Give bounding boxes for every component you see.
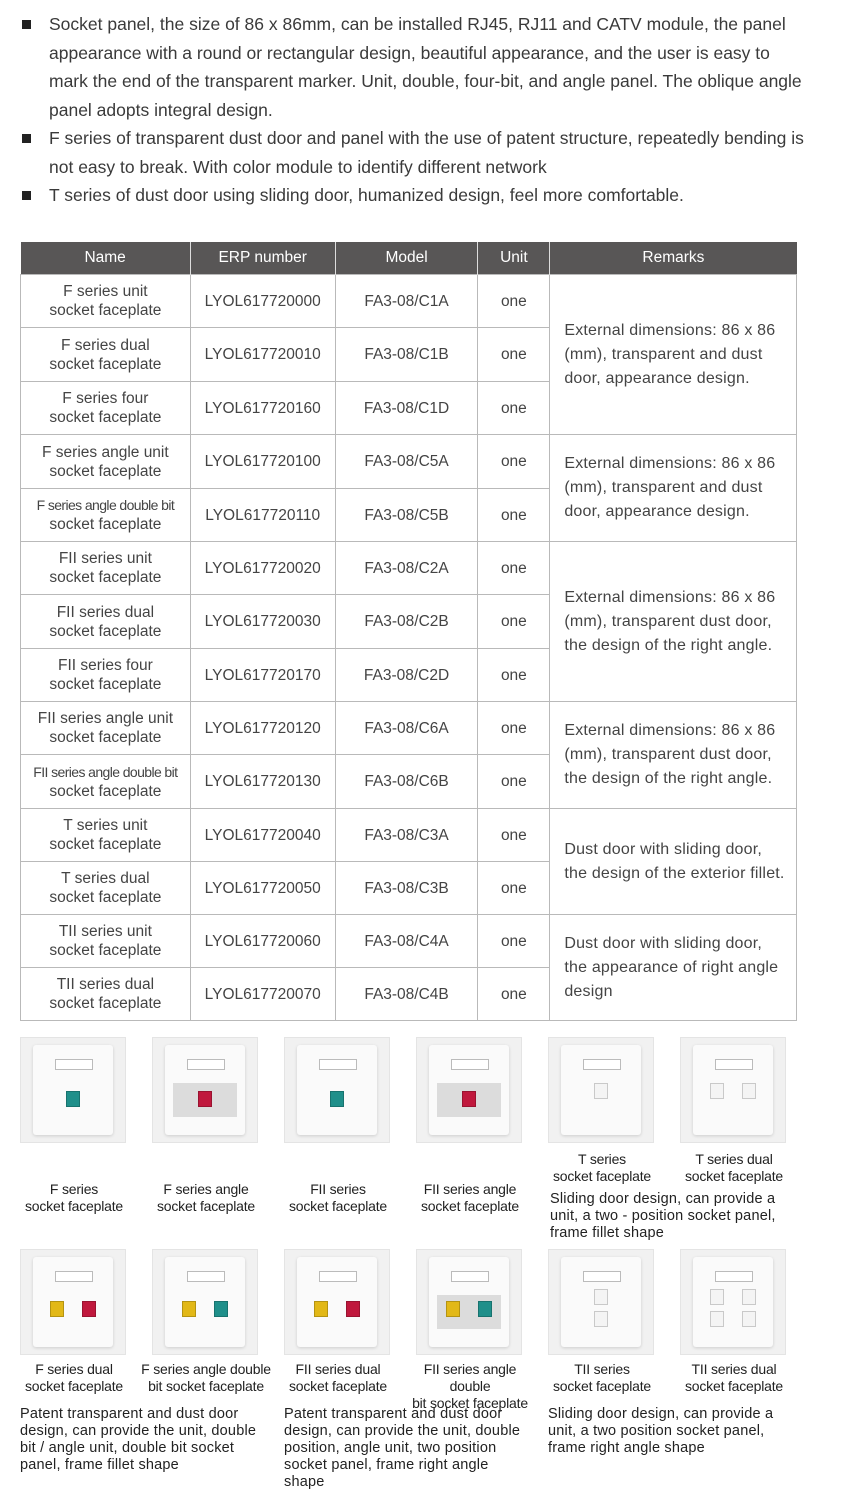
- caption-line-1: FII series: [310, 1181, 366, 1197]
- cell-model: FA3-08/C5B: [335, 489, 478, 542]
- caption-line-2: bit socket faceplate: [148, 1378, 264, 1394]
- label-window: [583, 1271, 621, 1282]
- cell-unit: one: [478, 862, 550, 915]
- table-row: [21, 915, 797, 968]
- cell-unit: one: [478, 755, 550, 809]
- dust-door-icon: [742, 1289, 756, 1305]
- label-window: [319, 1059, 357, 1070]
- name-line-2: socket faceplate: [49, 409, 162, 426]
- socket-module-icon: [462, 1091, 476, 1107]
- faceplate-caption: [8, 1361, 140, 1395]
- label-window: [319, 1271, 357, 1282]
- label-window: [451, 1271, 489, 1282]
- faceplate-image: [284, 1249, 390, 1355]
- cell-model: FA3-08/C3A: [335, 809, 478, 862]
- cell-remarks: External dimensions: 86 x 86 (mm), transparent and dust door, appearance design.: [550, 275, 797, 435]
- faceplate-image: [20, 1037, 126, 1143]
- cell-erp: LYOL617720110: [190, 489, 335, 542]
- bullet-square-icon: [22, 20, 31, 29]
- faceplate-panel: [297, 1257, 377, 1347]
- spec-table: [20, 242, 797, 1021]
- faceplate-caption: [144, 1181, 268, 1215]
- name-line-2: socket faceplate: [49, 889, 162, 906]
- caption-line-2: socket faceplate: [553, 1378, 651, 1394]
- label-window: [451, 1059, 489, 1070]
- cell-name: [21, 809, 191, 862]
- header-erp: ERP number: [190, 242, 335, 275]
- name-line-2: socket faceplate: [49, 462, 162, 480]
- f-series-description: Patent transparent and dust door design, can provide the unit, double bit / angle unit, double bit socket panel, frame fillet shape: [20, 1406, 257, 1473]
- faceplate-panel: [165, 1257, 245, 1347]
- caption-line-2: socket faceplate: [289, 1378, 387, 1394]
- name-line-2: socket faceplate: [49, 995, 162, 1012]
- label-window: [187, 1059, 225, 1070]
- name-line-2: socket faceplate: [49, 622, 162, 640]
- faceplate-panel: [33, 1257, 113, 1347]
- cell-model: FA3-08/C4A: [335, 915, 478, 968]
- cell-name: [21, 755, 191, 809]
- faceplate-image: [416, 1037, 522, 1143]
- t-series-description: Sliding door design, can provide a unit, a two - position socket panel, frame fillet shape: [550, 1191, 776, 1241]
- socket-module-icon: [82, 1301, 96, 1317]
- name-line-1: T series dual: [61, 870, 150, 887]
- cell-unit: one: [478, 489, 550, 542]
- label-window: [55, 1271, 93, 1282]
- cell-erp: LYOL617720060: [190, 915, 335, 968]
- caption-line-2: socket faceplate: [685, 1168, 783, 1184]
- caption-line-2: socket faceplate: [421, 1198, 519, 1214]
- cell-model: FA3-08/C1A: [335, 275, 478, 328]
- table-row: [21, 435, 797, 489]
- cell-erp: LYOL617720120: [190, 702, 335, 755]
- table-row: [21, 542, 797, 595]
- name-line-2: socket faceplate: [49, 782, 162, 800]
- name-line-2: socket faceplate: [49, 302, 162, 319]
- bullet-item: [20, 124, 810, 181]
- cell-unit: one: [478, 649, 550, 702]
- header-remarks: Remarks: [550, 242, 797, 275]
- label-window: [55, 1059, 93, 1070]
- caption-line-1: F series angle double: [141, 1361, 271, 1377]
- socket-module-icon: [330, 1091, 344, 1107]
- faceplate-image: [416, 1249, 522, 1355]
- name-line-2: socket faceplate: [49, 942, 162, 959]
- name-line-1: F series angle double bit: [36, 497, 175, 513]
- faceplate-caption: [12, 1181, 136, 1215]
- cell-name: [21, 328, 191, 382]
- cell-unit: one: [478, 809, 550, 862]
- name-line-2: socket faceplate: [49, 676, 162, 693]
- cell-model: FA3-08/C4B: [335, 968, 478, 1021]
- cell-model: FA3-08/C1D: [335, 382, 478, 435]
- cell-name: [21, 542, 191, 595]
- socket-module-icon: [446, 1301, 460, 1317]
- faceplate-panel: [693, 1045, 773, 1135]
- caption-line-2: socket faceplate: [25, 1378, 123, 1394]
- name-line-1: FII series dual: [56, 603, 155, 621]
- caption-line-2: socket faceplate: [289, 1198, 387, 1214]
- dust-door-icon: [710, 1289, 724, 1305]
- caption-line-1: FII series angle: [423, 1181, 517, 1197]
- cell-name: [21, 649, 191, 702]
- faceplate-image: [680, 1249, 786, 1355]
- faceplate-caption: [276, 1181, 400, 1215]
- faceplate-caption: [536, 1361, 668, 1395]
- dust-door-icon: [710, 1083, 724, 1099]
- caption-line-1: FII series angle double: [423, 1361, 517, 1394]
- caption-line-2: socket faceplate: [685, 1378, 783, 1394]
- faceplate-image: [284, 1037, 390, 1143]
- name-line-1: FII series angle unit: [37, 710, 173, 727]
- name-line-1: F series dual: [61, 336, 150, 354]
- socket-module-icon: [66, 1091, 80, 1107]
- cell-model: FA3-08/C6B: [335, 755, 478, 809]
- name-line-2: socket faceplate: [49, 355, 162, 373]
- header-unit: Unit: [478, 242, 550, 275]
- cell-erp: LYOL617720130: [190, 755, 335, 809]
- caption-line-1: FII series dual: [295, 1361, 381, 1377]
- cell-erp: LYOL617720010: [190, 328, 335, 382]
- faceplate-image: [548, 1037, 654, 1143]
- cell-unit: one: [478, 328, 550, 382]
- table-row: [21, 275, 797, 328]
- bullet-text: Socket panel, the size of 86 x 86mm, can be installed RJ45, RJ11 and CATV module, the panel appearance with a round or rectangular design, beautiful appearance, and the user is easy to mark the end of the transparent marker. Unit, double, four-bit, and angle panel. The oblique angle panel adopts integral design.: [49, 14, 802, 120]
- cell-erp: LYOL617720030: [190, 595, 335, 649]
- name-line-1: FII series angle double bit: [33, 763, 178, 780]
- faceplate-caption: [140, 1361, 272, 1395]
- label-window: [715, 1271, 753, 1282]
- faceplate-panel: [429, 1257, 509, 1347]
- header-model: Model: [335, 242, 478, 275]
- caption-line-2: socket faceplate: [157, 1198, 255, 1214]
- caption-line-1: F series dual: [35, 1361, 113, 1377]
- faceplate-panel: [165, 1045, 245, 1135]
- name-line-2: socket faceplate: [49, 836, 162, 853]
- faceplate-caption: [404, 1361, 536, 1412]
- faceplate-panel: [561, 1045, 641, 1135]
- bullet-square-icon: [22, 134, 31, 143]
- socket-module-icon: [478, 1301, 492, 1317]
- name-line-2: socket faceplate: [49, 569, 162, 586]
- socket-module-icon: [214, 1301, 228, 1317]
- table-header-row: [21, 242, 797, 275]
- cell-unit: one: [478, 275, 550, 328]
- header-name: Name: [21, 242, 191, 275]
- faceplate-caption: [668, 1361, 800, 1395]
- cell-erp: LYOL617720020: [190, 542, 335, 595]
- name-line-1: F series four: [62, 390, 149, 407]
- cell-erp: LYOL617720170: [190, 649, 335, 702]
- cell-model: FA3-08/C2B: [335, 595, 478, 649]
- bullet-item: [20, 181, 810, 210]
- cell-remarks: External dimensions: 86 x 86 (mm), transparent dust door, the design of the right angle.: [550, 702, 797, 809]
- faceplate-image: [152, 1037, 258, 1143]
- cell-unit: one: [478, 968, 550, 1021]
- cell-unit: one: [478, 915, 550, 968]
- dust-door-icon: [742, 1083, 756, 1099]
- socket-module-icon: [346, 1301, 360, 1317]
- cell-erp: LYOL617720050: [190, 862, 335, 915]
- socket-module-icon: [182, 1301, 196, 1317]
- cell-name: [21, 595, 191, 649]
- name-line-1: F series unit: [63, 283, 148, 300]
- caption-line-1: T series: [578, 1151, 626, 1167]
- caption-line-1: T series dual: [695, 1151, 773, 1167]
- cell-erp: LYOL617720000: [190, 275, 335, 328]
- cell-name: [21, 435, 191, 489]
- intro-bullets: [20, 10, 810, 210]
- cell-remarks: External dimensions: 86 x 86 (mm), transparent and dust door, appearance design.: [550, 435, 797, 542]
- socket-module-icon: [198, 1091, 212, 1107]
- bullet-text: T series of dust door using sliding door, humanized design, feel more comfortable.: [49, 185, 684, 205]
- caption-line-1: TII series dual: [691, 1361, 777, 1377]
- faceplate-caption: [272, 1361, 404, 1395]
- caption-line-1: F series angle: [163, 1181, 249, 1197]
- faceplate-caption: [540, 1151, 664, 1185]
- caption-line-2: socket faceplate: [25, 1198, 123, 1214]
- faceplate-image: [20, 1249, 126, 1355]
- cell-unit: one: [478, 435, 550, 489]
- label-window: [187, 1271, 225, 1282]
- cell-erp: LYOL617720160: [190, 382, 335, 435]
- label-window: [583, 1059, 621, 1070]
- cell-model: FA3-08/C1B: [335, 328, 478, 382]
- cell-name: [21, 382, 191, 435]
- cell-name: [21, 702, 191, 755]
- name-line-1: TII series unit: [58, 923, 152, 940]
- cell-erp: LYOL617720070: [190, 968, 335, 1021]
- faceplate-caption: [670, 1151, 798, 1185]
- cell-unit: one: [478, 382, 550, 435]
- table-row: [21, 809, 797, 862]
- fii-series-description: Patent transparent and dust door design, can provide the unit, double position, angle unit, two position socket panel, frame right angle shape: [284, 1406, 521, 1490]
- cell-model: FA3-08/C2D: [335, 649, 478, 702]
- socket-module-icon: [314, 1301, 328, 1317]
- dust-door-icon: [594, 1083, 608, 1099]
- cell-model: FA3-08/C3B: [335, 862, 478, 915]
- socket-module-icon: [50, 1301, 64, 1317]
- faceplate-image: [548, 1249, 654, 1355]
- faceplate-panel: [561, 1257, 641, 1347]
- cell-name: [21, 489, 191, 542]
- faceplate-panel: [429, 1045, 509, 1135]
- faceplate-image: [152, 1249, 258, 1355]
- dust-door-icon: [594, 1311, 608, 1327]
- dust-door-icon: [594, 1289, 608, 1305]
- caption-line-1: TII series: [574, 1361, 630, 1377]
- caption-line-2: socket faceplate: [553, 1168, 651, 1184]
- cell-remarks: Dust door with sliding door, the design of the exterior fillet.: [550, 809, 797, 915]
- faceplate-panel: [693, 1257, 773, 1347]
- cell-remarks: Dust door with sliding door, the appearance of right angle design: [550, 915, 797, 1021]
- caption-line-1: F series: [49, 1181, 99, 1197]
- name-line-2: socket faceplate: [49, 516, 162, 533]
- faceplate-panel: [33, 1045, 113, 1135]
- cell-unit: one: [478, 542, 550, 595]
- name-line-1: TII series dual: [56, 976, 155, 993]
- cell-unit: one: [478, 595, 550, 649]
- dust-door-icon: [742, 1311, 756, 1327]
- cell-name: [21, 968, 191, 1021]
- name-line-2: socket faceplate: [49, 729, 162, 746]
- bullet-item: [20, 10, 810, 124]
- faceplate-caption: [408, 1181, 532, 1215]
- name-line-1: FII series four: [57, 657, 153, 674]
- dust-door-icon: [710, 1311, 724, 1327]
- faceplate-panel: [297, 1045, 377, 1135]
- faceplate-image: [680, 1037, 786, 1143]
- label-window: [715, 1059, 753, 1070]
- cell-model: FA3-08/C6A: [335, 702, 478, 755]
- name-line-1: T series unit: [63, 817, 148, 834]
- table-row: [21, 702, 797, 755]
- cell-erp: LYOL617720040: [190, 809, 335, 862]
- bullet-text: F series of transparent dust door and panel with the use of patent structure, repeatedly bending is not easy to break. With color module to identify different network: [49, 128, 804, 177]
- name-line-1: F series angle unit: [42, 443, 169, 461]
- cell-name: [21, 915, 191, 968]
- cell-name: [21, 275, 191, 328]
- cell-model: FA3-08/C5A: [335, 435, 478, 489]
- bullet-square-icon: [22, 191, 31, 200]
- tii-series-description: Sliding door design, can provide a unit, a two position socket panel, frame right angle shape: [548, 1406, 774, 1456]
- cell-erp: LYOL617720100: [190, 435, 335, 489]
- cell-unit: one: [478, 702, 550, 755]
- caption-line-2: bit socket faceplate: [412, 1395, 528, 1411]
- name-line-1: FII series unit: [58, 550, 152, 567]
- cell-name: [21, 862, 191, 915]
- cell-remarks: External dimensions: 86 x 86 (mm), transparent dust door, the design of the right angle.: [550, 542, 797, 702]
- cell-model: FA3-08/C2A: [335, 542, 478, 595]
